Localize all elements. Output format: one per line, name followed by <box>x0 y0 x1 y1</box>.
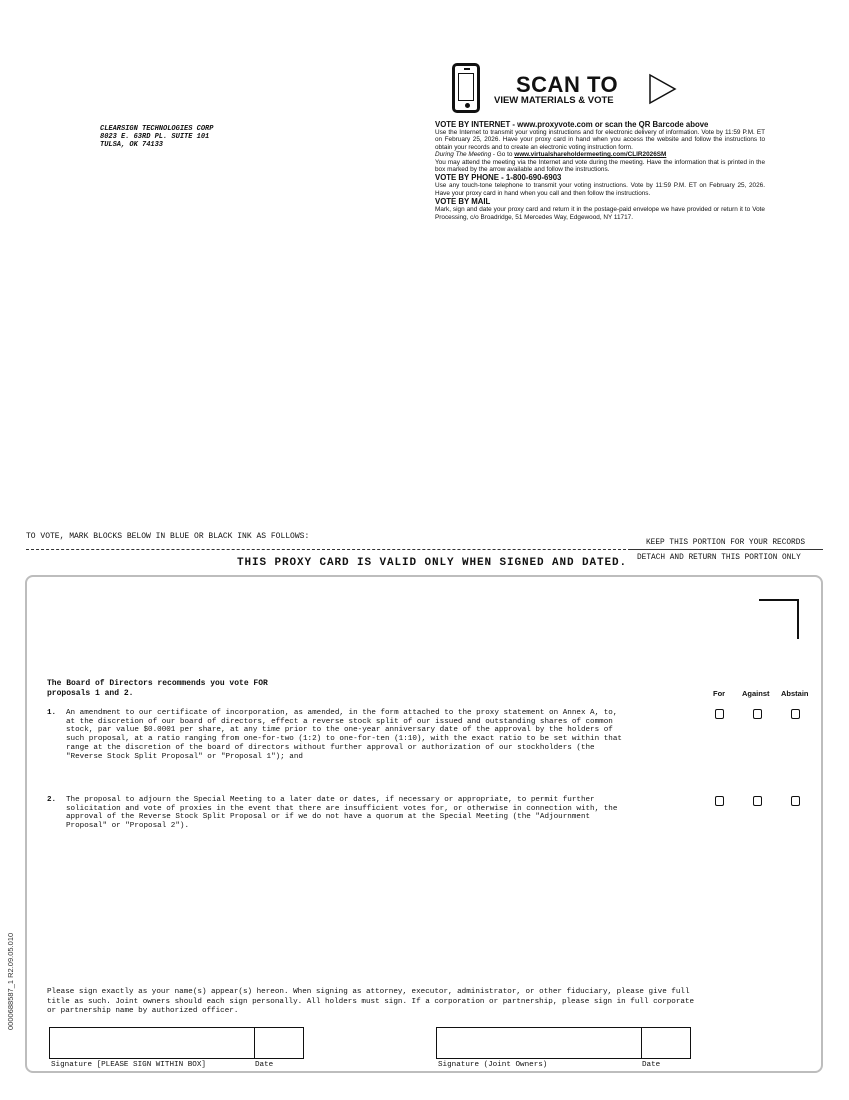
keep-underline <box>631 549 823 550</box>
date-label: Date <box>255 1061 274 1069</box>
proposal-text: An amendment to our certificate of incorporation, as amended, in the form attached to the proxy statement on Annex A, to, at the discretion of our board of directors, effect a reverse stock split of our issued and outstanding shares of common stock, par value $0.0001 per share, at any time prior to the one-year anniversary date of the approval by the holders of such proposal, at a ratio ranging from one-for-two (1:2) to one-for-ten (1:10), with the exact ratio to be set within that range at the discretion of the board of directors without further approval or authorization of our stockholders (the "Reverse Stock Split Proposal" or "Proposal 1"); and <box>66 709 622 761</box>
proposal-2-for-checkbox[interactable] <box>715 796 724 806</box>
document-id: 0000688587_1 R2.09.05.010 <box>6 932 15 1030</box>
detach-return-label: DETACH AND RETURN THIS PORTION ONLY <box>637 554 801 562</box>
corner-mark <box>759 599 799 639</box>
proposal-1-abstain-checkbox[interactable] <box>791 709 800 719</box>
proposal-1-for-checkbox[interactable] <box>715 709 724 719</box>
company-name: CLEARSIGN TECHNOLOGIES CORP <box>100 125 214 133</box>
signature-label: Signature [PLEASE SIGN WITHIN BOX] <box>51 1061 206 1069</box>
board-recommendation: The Board of Directors recommends you vote FOR proposals 1 and 2. <box>47 679 268 698</box>
vote-phone-body: Use any touch-tone telephone to transmit your voting instructions. Vote by 11:59 P.M. ET on February 25, 2026. Have your proxy card in hand when you call and then follow the instructions. <box>435 182 765 197</box>
signing-instructions: Please sign exactly as your name(s) appear(s) hereon. When signing as attorney, executor, administrator, or other fiduciary, please give full title as such. Joint owners should each sign personally. All holders must sign. If a corporation or partnership, please sign in full corporate or partnership name by authorized officer. <box>47 988 695 1015</box>
meeting-url-link[interactable]: www.virtualshareholdermeeting.com/CLIR2026SM <box>514 151 667 159</box>
meeting-line: During The Meeting - Go to www.virtualshareholdermeeting.com/CLIR2026SM <box>435 151 667 159</box>
smartphone-icon <box>452 63 480 113</box>
proposal-text: The proposal to adjourn the Special Meeting to a later date or dates, if necessary or appropriate, to permit further solicitation and vote of proxies in the event that there are insufficient votes for, or otherwise in connection with, the approval of the Reverse Stock Split Proposal or if we do not have a quorum at the Special Meeting (the "Adjournment Proposal" or "Proposal 2"). <box>66 796 618 831</box>
joint-date-box[interactable] <box>641 1027 691 1059</box>
proposal-2 <box>47 796 627 831</box>
scan-subtitle: VIEW MATERIALS & VOTE <box>494 95 614 106</box>
proposal-2-abstain-checkbox[interactable] <box>791 796 800 806</box>
vote-mail-heading: VOTE BY MAIL <box>435 197 491 207</box>
column-for: For <box>713 689 726 698</box>
valid-notice: THIS PROXY CARD IS VALID ONLY WHEN SIGNED AND DATED. <box>237 557 628 569</box>
column-abstain: Abstain <box>781 689 809 698</box>
voting-instructions <box>435 120 765 221</box>
proposal-1 <box>47 709 627 761</box>
proposal-2-against-checkbox[interactable] <box>753 796 762 806</box>
signature-box[interactable] <box>49 1027 255 1059</box>
vote-internet-heading: VOTE BY INTERNET - www.proxyvote.com or scan the QR Barcode above <box>435 120 709 129</box>
ink-instructions: TO VOTE, MARK BLOCKS BELOW IN BLUE OR BLACK INK AS FOLLOWS: <box>26 532 310 541</box>
proposal-1-against-checkbox[interactable] <box>753 709 762 719</box>
proposal-number: 2. <box>47 796 57 804</box>
meeting-body: You may attend the meeting via the Internet and vote during the meeting. Have the information that is printed in the box marked by the arrow available and follow the instructions. <box>435 158 765 174</box>
vote-phone-heading: VOTE BY PHONE - 1-800-690-6903 <box>435 173 562 183</box>
joint-signature-box[interactable] <box>436 1027 642 1059</box>
column-against: Against <box>742 689 770 698</box>
joint-date-label: Date <box>642 1061 661 1069</box>
scan-title: SCAN TO <box>516 72 619 97</box>
company-address <box>100 125 213 150</box>
vote-mail-body: Mark, sign and date your proxy card and return it in the postage-paid envelope we have provided or return it to Vote Processing, c/o Broadridge, 51 Mercedes Way, Edgewood, NY 11717. <box>435 206 765 221</box>
joint-signature-label: Signature (Joint Owners) <box>438 1061 548 1069</box>
date-box[interactable] <box>254 1027 304 1059</box>
vote-internet-body: Use the Internet to transmit your voting instructions and for electronic delivery of information. Vote by 11:59 P.M. ET on February 25, 2026. Have your proxy card in hand when you access the website and follow the instructions to obtain your records and to create an electronic voting instruction form. <box>435 129 765 151</box>
keep-portion-label: KEEP THIS PORTION FOR YOUR RECORDS <box>646 539 806 547</box>
address-line-2: TULSA, OK 74133 <box>100 141 164 150</box>
arrow-right-icon <box>648 73 678 105</box>
address-line-1: 8023 E. 63RD PL. SUITE 101 <box>100 133 210 142</box>
detach-line <box>26 549 631 550</box>
proposal-number: 1. <box>47 709 57 717</box>
